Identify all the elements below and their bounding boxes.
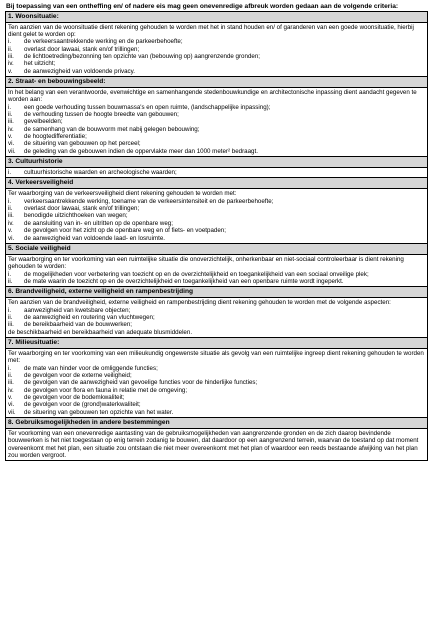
list-item-text: overlast door lawaai, stank en/of trillingen; (24, 205, 140, 213)
list-item (8, 111, 425, 118)
list-item-number: i. (8, 38, 12, 46)
list-item-number: vi. (8, 401, 15, 409)
section-body-row (6, 298, 428, 338)
section-body (6, 189, 428, 243)
list-item (8, 148, 425, 155)
list-item (8, 227, 425, 234)
section-lead-text: In het belang van een verantwoorde, evenwichtige en samenhangende stedenbouwkundige en architectonische inpassing dient aandacht gegeven te worden aan: (8, 89, 417, 104)
section-body (6, 348, 428, 417)
list-item (8, 379, 425, 386)
section-header-row (6, 178, 428, 189)
section-title: 6. Brandveiligheid, externe veiligheid en rampenbestrijding (6, 287, 428, 298)
section-body-row (6, 168, 428, 178)
list-item-text: verkeersaantrekkende werking, toename van de verkeersintensiteit en de parkeerbehoefte; (24, 197, 274, 205)
section-title: 4. Verkeersveiligheid (6, 178, 428, 189)
list-item (8, 38, 425, 45)
list-item-number: vi. (8, 140, 15, 148)
list-item-number: v. (8, 394, 13, 401)
list-item (8, 387, 425, 394)
section-body (6, 298, 428, 338)
list-item-text: de situering van gebouwen ten opzichte van het water. (24, 408, 174, 416)
list-item (8, 401, 425, 408)
section-body-row (6, 22, 428, 76)
list-item-number: iii. (8, 118, 14, 126)
section-lead-text: Ten aanzien van de woonsituatie dient rekening gehouden te worden met het in stand houden en/ of garanderen van een goede woonsituatie, hierbij dient gelet te worden op: (8, 23, 414, 38)
list-item (8, 126, 425, 133)
section-header-row (6, 337, 428, 348)
list-item (8, 321, 425, 328)
section-title: 1. Woonsituatie: (6, 11, 428, 22)
list-item-text: de mogelijkheden voor verbetering van toezicht op en de overzichtelijkheid en toegankelijkheid van een sociaal onveilige plek; (24, 270, 369, 278)
list-item (8, 140, 425, 147)
list-item-text: de aanwezigheid en routering van vluchtwegen; (24, 313, 155, 321)
list-item-number: vii. (8, 408, 16, 416)
list-item-number: i. (8, 197, 12, 205)
list-item (8, 133, 425, 140)
list-item-text: overlast door lawaai, stank en/of trillingen; (24, 45, 140, 53)
section-body (6, 429, 428, 461)
section-title: 5. Sociale veiligheid (6, 243, 428, 254)
list-item-number: i. (8, 270, 12, 278)
list-item-text: de gevolgen van de aanwezigheid van gevoelige functies voor de hinderlijke functies; (24, 379, 258, 387)
section-lead-text: Ter voorkoming van een onevenredige aantasting van de gebruiksmogelijkheden van aangrenzende gronden en de zich daarop bevindende bouwwerken is het niet toegestaan op enig terrein zodanig te bouwen, dat daardoor op een aangrenzend terrein, waarvan de toestand op dat moment overeenkomt met het plan, een situatie zou ontstaan die niet meer overeenkomt met het plan of waardoor een reeds bestaande afwijking van het plan zou worden vergroot. (8, 430, 419, 460)
section-body-row (6, 348, 428, 417)
list-item-text: de bereikbaarheid van de bouwwerken; (24, 321, 133, 329)
section-header-row (6, 11, 428, 22)
section-body-row (6, 254, 428, 286)
list-item-text: de aanwezigheid van voldoende laad- en losruimte. (24, 234, 166, 242)
list-item (8, 60, 425, 67)
list-item (8, 118, 425, 125)
list-item-number: iv. (8, 386, 14, 394)
list-item-number: i. (8, 306, 12, 314)
list-item-text: de samenhang van de bouwvorm met nabij gelegen bebouwing; (24, 125, 200, 133)
section-tail-text: de beschikbaarheid en bereikbaarheid van adequate blusmiddelen. (8, 328, 193, 336)
section-header-row (6, 157, 428, 168)
list-item-text: de hoogtedifferentiatie; (24, 133, 87, 141)
list-item-number: iv. (8, 125, 14, 133)
section-body (6, 22, 428, 76)
list-item (8, 271, 425, 278)
list-item (8, 372, 425, 379)
list-item (8, 409, 425, 416)
list-item-text: de gevolgen voor flora en fauna in relatie met de omgeving; (24, 386, 188, 394)
list-item (8, 278, 425, 285)
list-item (8, 212, 425, 219)
list-item (8, 198, 425, 205)
criteria-table (5, 11, 428, 462)
list-item-number: vii. (8, 147, 16, 155)
section-lead-text: Ter waarborging van de verkeersveiligheid dient rekening gehouden te worden met: (8, 190, 237, 198)
list-item-text: gevelbeelden; (24, 118, 63, 126)
section-lead-text: Ter waarborging en ter voorkoming van een ruimtelijke situatie die onoverzichtelijk, onherkenbaar en niet-sociaal controleerbaar is dient rekening gehouden te worden: (8, 255, 404, 271)
list-item-number: v. (8, 227, 13, 235)
list-item (8, 104, 425, 111)
list-item-number: ii. (8, 313, 13, 321)
list-item (8, 314, 425, 321)
list-item-number: v. (8, 133, 13, 141)
list-item (8, 205, 425, 212)
list-item-number: iii. (8, 321, 14, 329)
list-item-number: ii. (8, 111, 13, 119)
list-item-text: de gevolgen voor de externe veiligheid; (24, 371, 132, 379)
list-item-text: de gevolgen voor het zicht op de openbare weg en of fiets- en voetpaden; (24, 227, 226, 235)
list-item-text: de situering van gebouwen op het perceel; (24, 140, 141, 148)
section-body-row (6, 429, 428, 461)
section-title: 7. Milieusituatie: (6, 337, 428, 348)
list-item-number: i. (8, 169, 12, 177)
list-item-number: i. (8, 103, 12, 111)
list-item (8, 220, 425, 227)
list-item-number: iv. (8, 60, 14, 68)
list-item-text: de verkeersaantrekkende werking en de parkeerbehoefte; (24, 38, 183, 46)
section-header-row (6, 287, 428, 298)
list-item-text: de aanwezigheid van voldoende privacy. (24, 67, 135, 75)
list-item-text: cultuurhistorische waarden en archeologische waarden; (24, 169, 177, 177)
list-item-number: ii. (8, 371, 13, 379)
section-title: 8. Gebruiksmogelijkheden in andere bestemmingen (6, 418, 428, 429)
list-item-text: de gevolgen voor de bodemkwaliteit; (24, 394, 125, 401)
section-header-row (6, 418, 428, 429)
list-item-number: ii. (8, 45, 13, 53)
list-item-text: aanwezigheid van kwetsbare objecten; (24, 306, 131, 314)
list-item-text: de mate waarin de toezicht op en de overzichtelijkheid en toegankelijkheid van een openbare ruimte wordt ingeperkt. (24, 277, 344, 285)
intro-text: Bij toepassing van een ontheffing en/ of nadere eis mag geen onevenredige afbreuk worden gedaan aan de volgende criteria: (6, 3, 399, 10)
list-item (8, 68, 425, 75)
section-body-row (6, 189, 428, 243)
list-item-text: de gevolgen voor de (grond)waterkwaliteit; (24, 401, 141, 409)
list-item-text: de geleding van de gebouwen indien de oppervlakte meer dan 1000 meter² bedraagt. (24, 147, 258, 155)
section-body (6, 254, 428, 286)
section-body (6, 88, 428, 157)
list-item (8, 46, 425, 53)
list-item-text: het uitzicht; (24, 60, 56, 68)
list-item-number: iii. (8, 212, 14, 220)
section-body-row (6, 88, 428, 157)
list-item (8, 235, 425, 242)
list-item-text: een goede verhouding tussen bouwmassa's en open ruimte, (landschappelijke inpassing); (24, 103, 271, 111)
list-item-number: v. (8, 67, 13, 75)
section-header-row (6, 243, 428, 254)
list-item-number: iv. (8, 219, 14, 227)
list-item-number: ii. (8, 205, 13, 213)
list-item (8, 169, 425, 176)
list-item-number: ii. (8, 277, 13, 285)
list-item-text: de aansluiting van in- en uitritten op de openbare weg; (24, 219, 173, 227)
section-body (6, 168, 428, 178)
list-item (8, 307, 425, 314)
list-item-text: de mate van hinder voor de omliggende functies; (24, 364, 158, 372)
list-item-number: vi. (8, 234, 15, 242)
document-page (5, 3, 428, 461)
section-lead-text: Ter waarborging en ter voorkoming van een milieukundig ongewenste situatie als gevolg van een ruimtelijke ingreep dient rekening gehouden te worden met: (8, 349, 424, 365)
list-item-number: i. (8, 364, 12, 372)
section-title: 3. Cultuurhistorie (6, 157, 428, 168)
section-header-row (6, 77, 428, 88)
list-item (8, 53, 425, 60)
list-item (8, 394, 425, 401)
list-item-text: benodigde uitzichthoeken van wegen; (24, 212, 128, 220)
list-item-number: iii. (8, 52, 14, 60)
section-lead-text: Ten aanzien van de brandveiligheid, externe veiligheid en rampenbestrijding dient rekening gehouden te worden met de volgende aspecten: (8, 299, 391, 307)
section-title: 2. Straat- en bebouwingsbeeld: (6, 77, 428, 88)
list-item-text: de lichttoetreding/bezonning ten opzichte van (bebouwing op) aangrenzende gronden; (24, 52, 260, 60)
list-item-number: iii. (8, 379, 14, 387)
list-item-text: de verhouding tussen de hoogte breedte van gebouwen; (24, 111, 179, 119)
list-item (8, 365, 425, 372)
